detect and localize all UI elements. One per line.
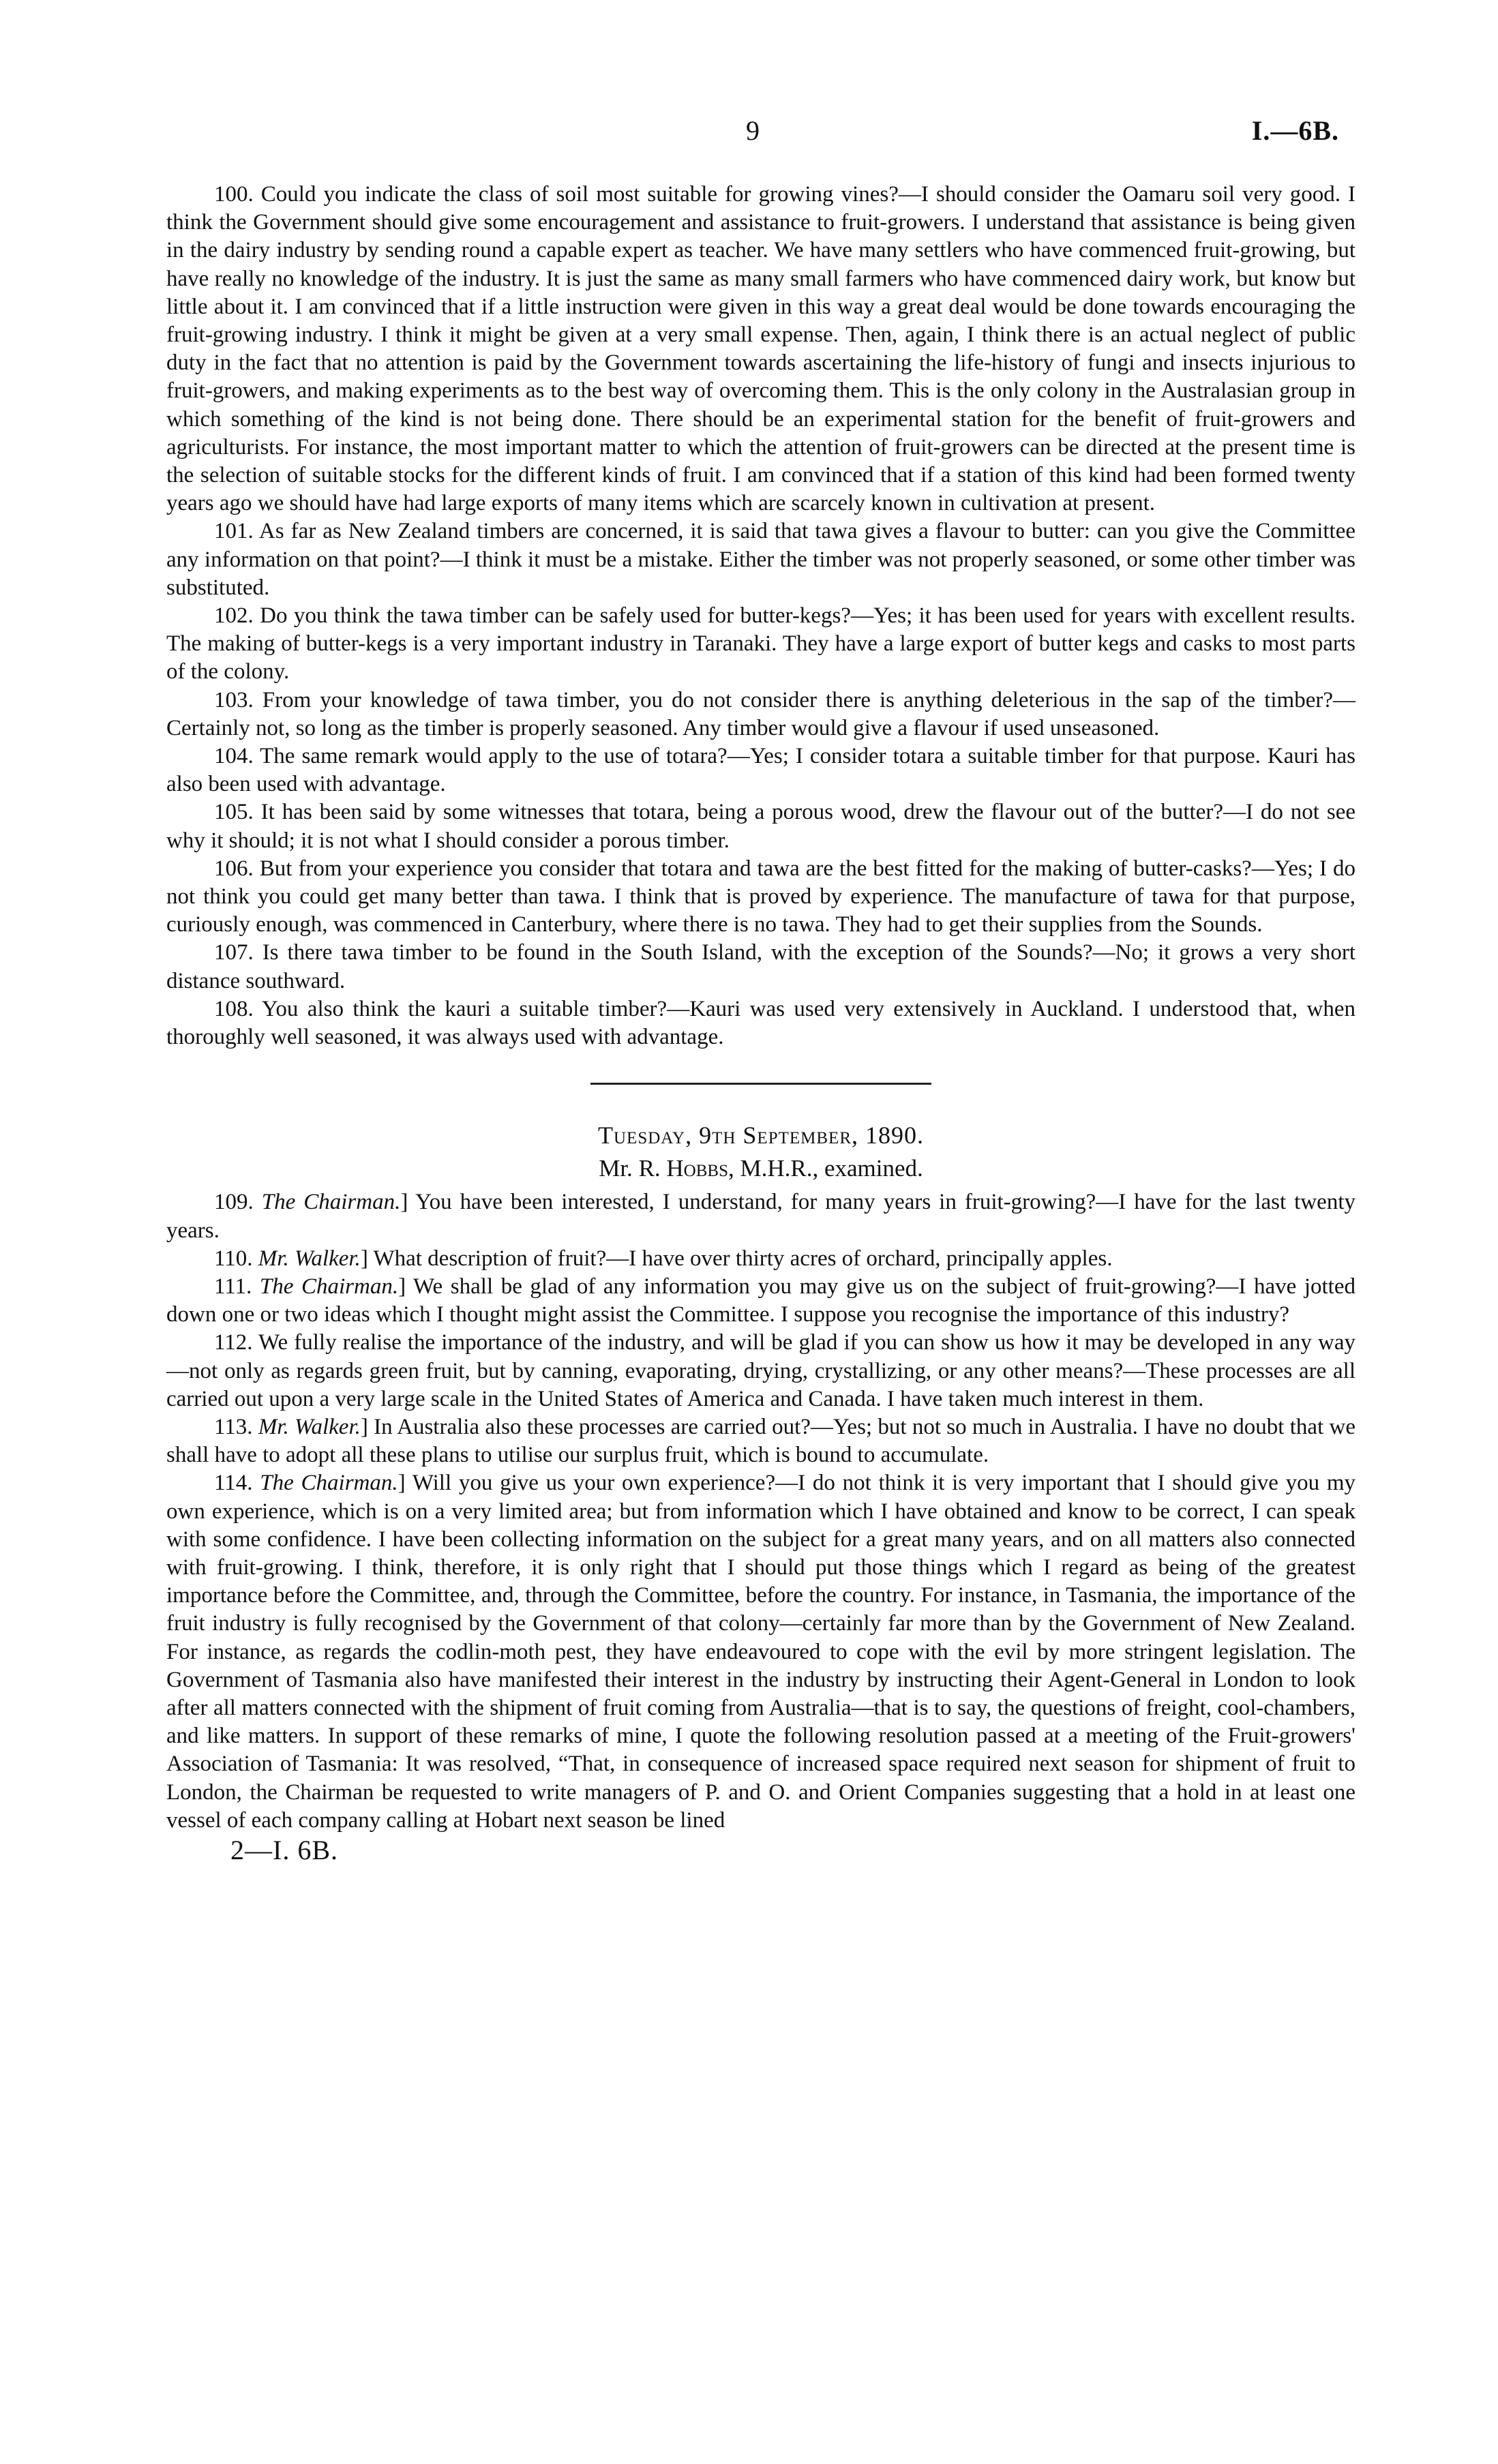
document-reference: I.—6B.	[1251, 115, 1339, 146]
question-text: ] You have been interested, I understand, for many years in fruit-growing?—I have for the last twenty years.	[166, 1190, 1355, 1243]
speaker-name: The Chairman.	[261, 1190, 401, 1215]
session-date-heading: Tuesday, 9th September, 1890.	[598, 1122, 924, 1150]
question-114	[166, 1469, 1355, 1835]
question-number: 113.	[214, 1414, 258, 1439]
question-112: 112. We fully realise the importance of the industry, and will be glad if you can show us how it may be developed in any way—not only as regards green fruit, but by canning, evaporating, drying, crystallizing, or any other means?—These processes are all carried out upon a very large scale in the United States of America and Canada. I have taken much interest in them.	[166, 1330, 1355, 1411]
page-header	[166, 115, 1339, 155]
section-divider	[590, 1083, 931, 1085]
question-text: ] What description of fruit?—I have over thirty acres of orchard, principally apples.	[360, 1246, 1113, 1271]
document-body	[166, 181, 1355, 1864]
witness-name: R. Hobbs	[638, 1155, 728, 1182]
witness-suffix: , M.H.R., examined.	[728, 1155, 923, 1182]
evidence-paragraph: 101. As far as New Zealand timbers are concerned, it is said that tawa gives a flavour to butter: can you give the Committee any information on that point?—I think it must be a mistake. Either the timber was not properly seasoned, or some other timber was substituted.	[166, 519, 1355, 600]
speaker-name: The Chairman.	[259, 1274, 399, 1299]
question-110	[166, 1245, 1355, 1273]
question-111	[166, 1273, 1355, 1329]
question-number: 109.	[214, 1190, 262, 1215]
evidence-paragraph: 106. But from your experience you consider that totara and tawa are the best fitted for the making of butter-casks?—Yes; I do not think you could get many better than tawa. I think that is proved by experience. The manufacture of tawa for that purpose, curiously enough, was commenced in Canterbury, where there is no tawa. They had to get their supplies from the Sounds.	[166, 856, 1355, 937]
evidence-paragraph: 104. The same remark would apply to the use of totara?—Yes; I consider totara a suitable timber for that purpose. Kauri has also been used with advantage.	[166, 744, 1355, 797]
question-text: ] In Australia also these processes are carried out?—Yes; but not so much in Australia. I have no doubt that we shall have to adopt all these plans to utilise our surplus fruit, which is bound to accumulate.	[166, 1414, 1355, 1468]
evidence-paragraph: 102. Do you think the tawa timber can be safely used for butter-kegs?—Yes; it has been used for years with excellent results. The making of butter-kegs is a very important industry in Taranaki. They have a large export of butter kegs and casks to most parts of the colony.	[166, 603, 1355, 685]
question-number: 114.	[214, 1471, 260, 1496]
speaker-name: Mr. Walker.	[258, 1246, 361, 1271]
question-number: 110.	[214, 1246, 258, 1271]
evidence-paragraph: 108. You also think the kauri a suitable timber?—Kauri was used very extensively in Auckland. I understood that, when thoroughly well seasoned, it was always used with advantage.	[166, 996, 1355, 1050]
evidence-paragraph: 103. From your knowledge of tawa timber, you do not consider there is anything deleterious in the sap of the timber?—Certainly not, so long as the timber is properly seasoned. Any timber would give a flavour if used unseasoned.	[166, 687, 1355, 740]
printer-signature-mark: 2—I. 6B.	[230, 1834, 338, 1865]
page-number: 9	[746, 115, 760, 146]
evidence-paragraph: 107. Is there tawa timber to be found in the South Island, with the exception of the Sounds?—No; it grows a very short distance southward.	[166, 940, 1355, 993]
speaker-name: Mr. Walker.	[258, 1414, 361, 1439]
question-113	[166, 1413, 1355, 1469]
question-text: ] Will you give us your own experience?—I do not think it is very important that I should give you my own experience, which is on a very limited area; but from information which I have obtained and know to be correct, I can speak with some confidence. I have been collecting information on the subject for a great many years, and on all matters also connected with fruit-growing. I think, therefore, it is only right that I should put those things which I regard as being of the greatest importance before the Committee, and, through the Committee, before the country. For instance, in Tasmania, the importance of the fruit industry is fully recognised by the Government of that colony—certainly far more than by the Government of New Zealand. For instance, as regards the codlin-moth pest, they have endeavoured to cope with the evil by more stringent legislation. The Government of Tasmania also have manifested their interest in the industry by instructing their Agent-General in London to look after all matters connected with the shipment of fruit coming from Australia—that is to say, the questions of freight, cool-chambers, and like matters. In support of these remarks of mine, I quote the following resolution passed at a meeting of the Fruit-growers' Association of Tasmania: It was resolved, “That, in consequence of increased space required next season for shipment of fruit to London, the Chairman be requested to write managers of P. and O. and Orient Companies suggesting that a hold in at least one vessel of each company calling at Hobart next season be lined	[166, 1471, 1356, 1833]
evidence-paragraph: 105. It has been said by some witnesses that totara, being a porous wood, drew the flavour out of the butter?—I do not see why it should; it is not what I should consider a porous timber.	[166, 800, 1355, 853]
question-number: 111.	[214, 1274, 260, 1299]
evidence-paragraph: 100. Could you indicate the class of soil most suitable for growing vines?—I should consider the Oamaru soil very good. I think the Government should give some encouragement and assistance to fruit-growers. I understand that assistance is being given in the dairy industry by sending round a capable expert as teacher. We have many settlers who have commenced fruit-growing, but have really no knowledge of the industry. It is just the same as many small farmers who have commenced dairy work, but know but little about it. I am convinced that if a little instruction were given in this way a great deal would be done towards encouraging the fruit-growing industry. I think it might be given at a very small expense. Then, again, I think there is an actual neglect of public duty in the fact that no attention is paid by the Government towards ascertaining the life-history of fungi and insects injurious to fruit-growers, and making experiments as to the best way of overcoming them. This is the only colony in the Australasian group in which something of the kind is not being done. There should be an experimental station for the benefit of fruit-growers and agriculturists. For instance, the most important matter to which the attention of fruit-growers can be directed at the present time is the selection of suitable stocks for the different kinds of fruit. I am convinced that if a station of this kind had been formed twenty years ago we should have had large exports of many items which are scarcely known in cultivation at present.	[166, 182, 1355, 516]
evidence-part-one	[166, 181, 1355, 1051]
witness-heading	[166, 1153, 1355, 1184]
question-text: ] We shall be glad of any information you may give us on the subject of fruit-growing?—I have jotted down one or two ideas which I thought might assist the Committee. I suppose you recognise the importance of this industry?	[166, 1274, 1355, 1327]
question-109	[166, 1188, 1355, 1244]
speaker-name: The Chairman.	[260, 1471, 398, 1496]
witness-prefix: Mr.	[599, 1155, 639, 1182]
